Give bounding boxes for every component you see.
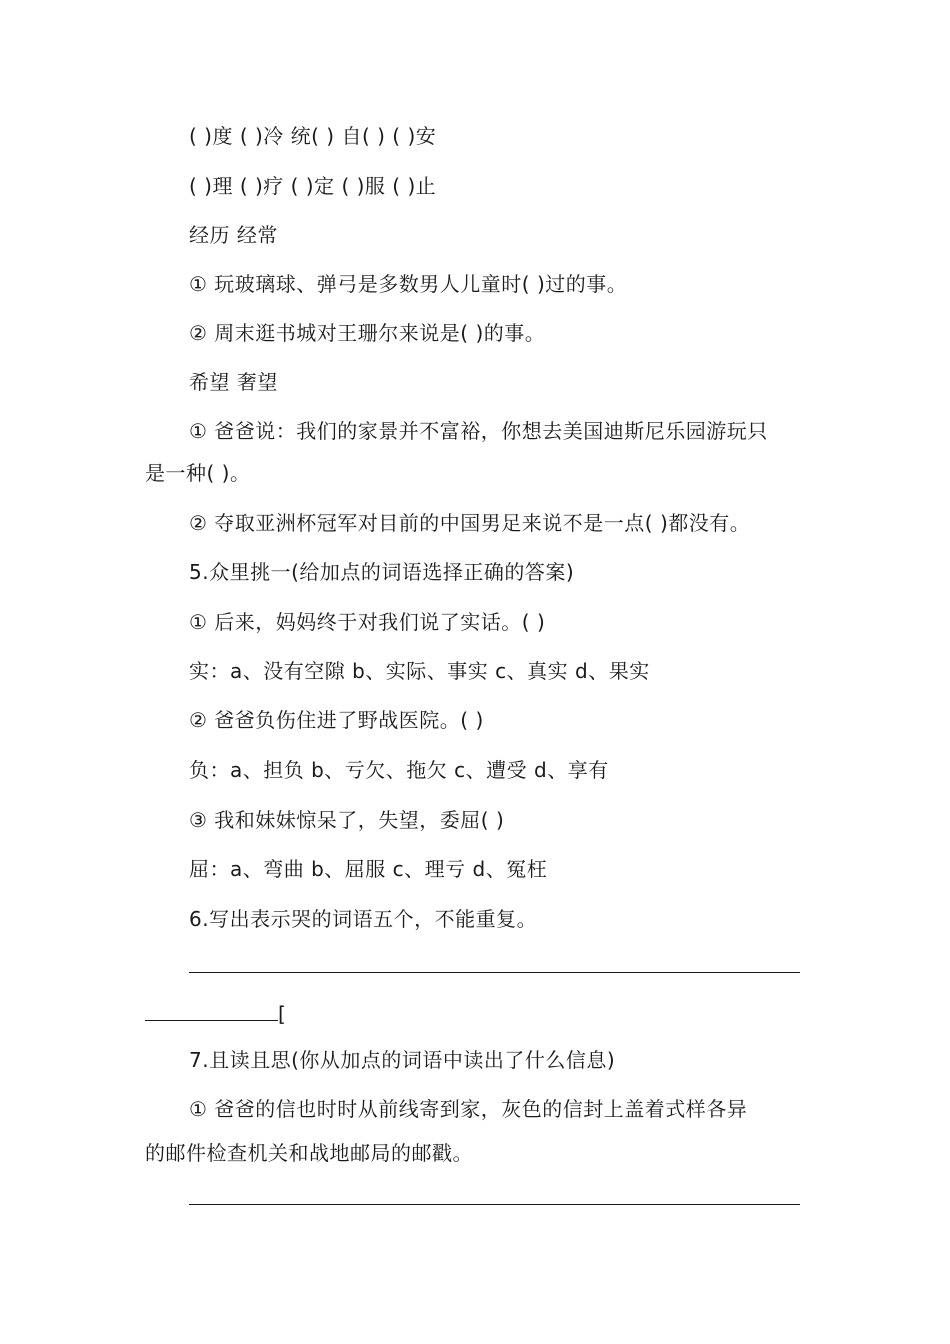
answer-line xyxy=(145,1020,278,1021)
section-heading-5: 5.众里挑一(给加点的词语选择正确的答案) xyxy=(189,560,575,584)
answer-options: 负：a、担负 b、亏欠、拖欠 c、遭受 d、享有 xyxy=(189,758,609,782)
word-pair-heading-2: 希望 奢望 xyxy=(189,370,278,394)
answer-line xyxy=(189,972,800,973)
question-item: ① 玩玻璃球、弹弓是多数男人儿童时( )过的事。 xyxy=(189,272,628,296)
answer-line xyxy=(189,1204,800,1205)
question-item-continuation: 的邮件检查机关和战地邮局的邮戳。 xyxy=(145,1141,473,1165)
fill-blank-row-1: ( )度 ( )冷 统( ) 自( ) ( )安 xyxy=(189,124,437,148)
answer-options: 实：a、没有空隙 b、实际、事实 c、真实 d、果实 xyxy=(189,659,650,683)
question-item: ① 爸爸说：我们的家景并不富裕，你想去美国迪斯尼乐园游玩只 xyxy=(189,419,768,443)
question-item: ③ 我和妹妹惊呆了，失望，委屈( ) xyxy=(189,808,505,832)
question-item: ① 爸爸的信也时时从前线寄到家，灰色的信封上盖着式样各异 xyxy=(189,1097,748,1121)
question-item: ② 周末逛书城对王珊尔来说是( )的事。 xyxy=(189,321,546,345)
question-item-continuation: 是一种( )。 xyxy=(145,461,251,485)
question-item: ① 后来，妈妈终于对我们说了实话。( ) xyxy=(189,610,546,634)
section-heading-7: 7.且读且思(你从加点的词语中读出了什么信息) xyxy=(189,1048,616,1072)
question-item: ② 爸爸负伤住进了野战医院。( ) xyxy=(189,708,484,732)
section-heading-6: 6.写出表示哭的词语五个，不能重复。 xyxy=(189,907,538,931)
word-pair-heading-1: 经历 经常 xyxy=(189,223,278,247)
answer-options: 屈：a、弯曲 b、屈服 c、理亏 d、冤枉 xyxy=(189,857,548,881)
question-item: ② 夺取亚洲杯冠军对目前的中国男足来说不是一点( )都没有。 xyxy=(189,511,751,535)
bracket-mark: [ xyxy=(278,1002,287,1026)
fill-blank-row-2: ( )理 ( )疗 ( )定 ( )服 ( )止 xyxy=(189,174,437,198)
